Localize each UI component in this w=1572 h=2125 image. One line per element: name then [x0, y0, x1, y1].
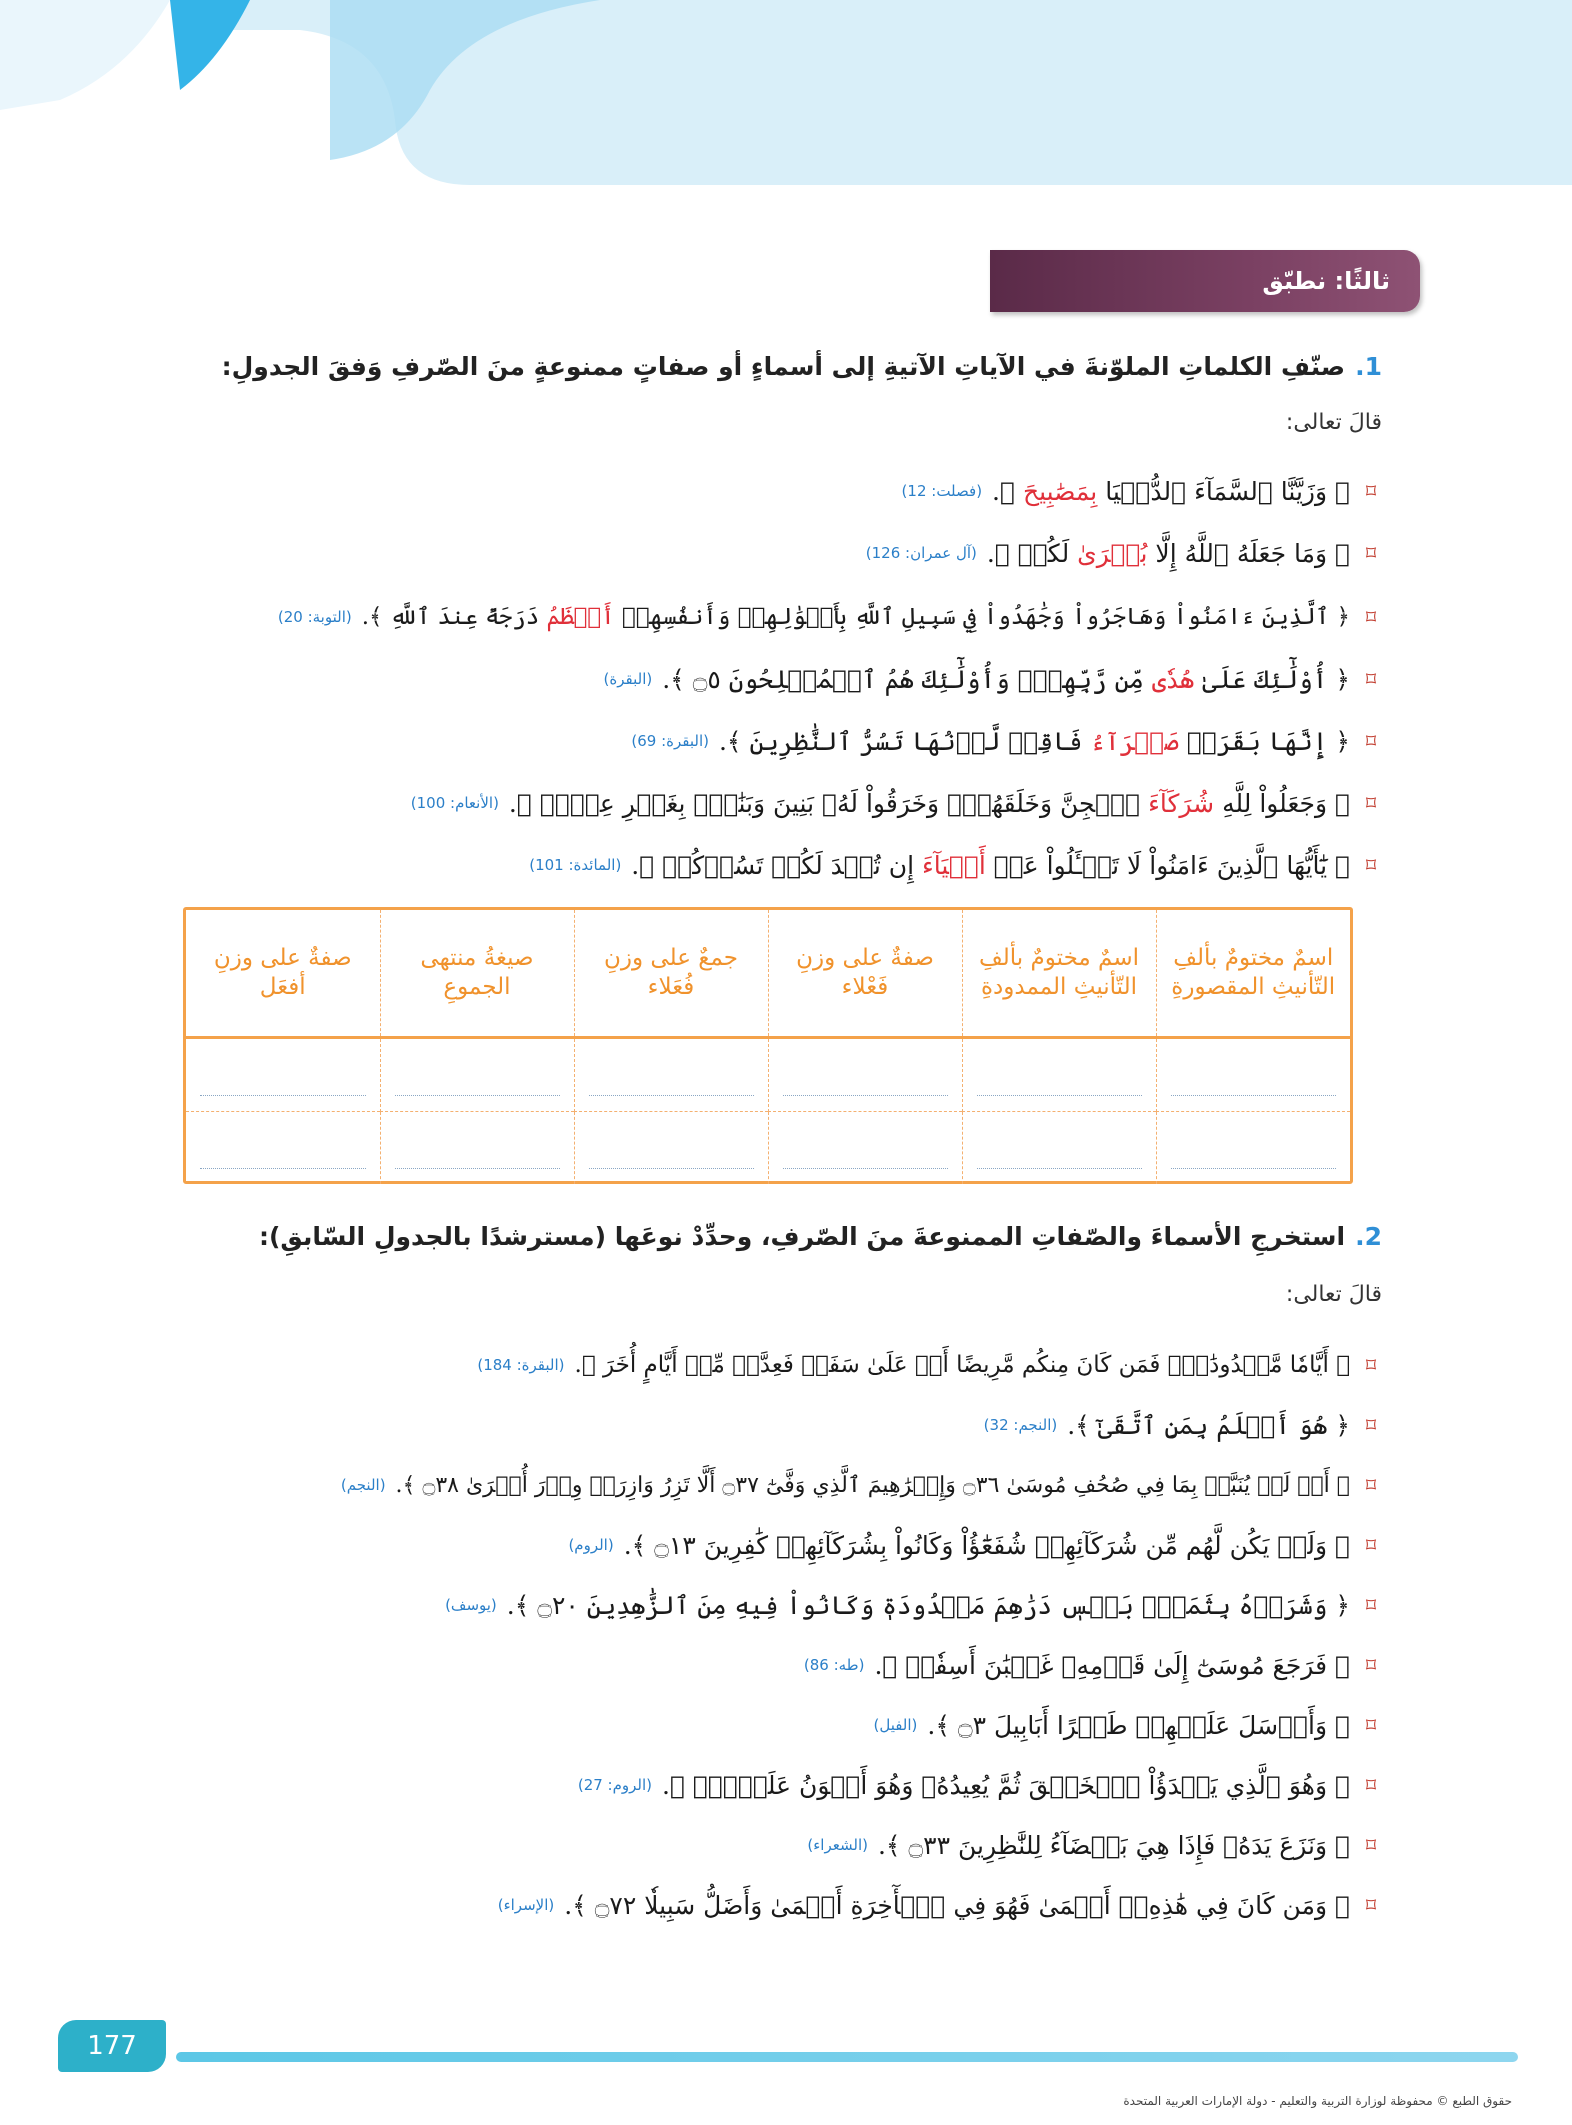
verse-text: ﴿ وَمَن كَانَ فِي هَٰذِهِۦٓ أَعۡمَىٰ فَهُوَ فِي ٱلۡأٓخِرَةِ أَعۡمَىٰ وَأَضَلُّ سَبِيلٗا ۝٧٢ ﴾.: [564, 1890, 1350, 1920]
verse-2-1: [182, 1342, 1382, 1388]
verse-2-5: [182, 1582, 1382, 1628]
highlighted-word: بُشۡرَىٰ: [1077, 538, 1148, 568]
verse-bullet-icon: ⌑: [1365, 479, 1377, 503]
verse-reference: (طه: 86): [803, 1656, 865, 1674]
verse-bullet-icon: ⌑: [1365, 1593, 1377, 1617]
verse-bullet-icon: ⌑: [1365, 1473, 1377, 1497]
verse-text: ﴿ وَلَمۡ يَكُن لَّهُم مِّن شُرَكَآئِهِمۡ شُفَعَٰٓؤُاْ وَكَانُواْ بِشُرَكَآئِهِمۡ كَٰفِرِينَ ۝١٣ ﴾.: [623, 1530, 1350, 1560]
table-header: صيغةُ منتهى الجموعِ: [380, 910, 574, 1038]
verse-reference: (النجم): [340, 1476, 386, 1494]
answer-cell[interactable]: [1156, 1112, 1350, 1185]
verse-reference: (الأنعام: 100): [410, 794, 499, 812]
answer-cell[interactable]: [574, 1112, 768, 1185]
verse-2-10: [182, 1882, 1382, 1928]
verse-text: ﴿ فَرَجَعَ مُوسَىٰٓ إِلَىٰ قَوۡمِهِۦ غَضۡبَٰنَ أَسِفٗاۚ ﴾.: [874, 1650, 1350, 1680]
table-header: جمعٌ على وزنِ فُعَلاء: [574, 910, 768, 1038]
answer-cell[interactable]: [768, 1038, 962, 1112]
verse-reference: (فصلت: 12): [901, 482, 983, 500]
verse-1-1: [182, 468, 1382, 514]
verse-1-4: [182, 656, 1382, 702]
verse-text: ﴿ يَٰٓأَيُّهَا ٱلَّذِينَ ءَامَنُواْ لَا تَسۡـَٔلُواْ عَنۡ أَشۡيَآءَ إِن تُبۡدَ لَكُمۡ تَسُؤۡكُمۡ ﴾.: [631, 850, 1350, 880]
verse-1-3: [182, 594, 1382, 640]
verse-bullet-icon: ⌑: [1365, 791, 1377, 815]
table-row: [186, 1112, 1350, 1185]
verse-bullet-icon: ⌑: [1365, 1773, 1377, 1797]
answer-cell[interactable]: [380, 1038, 574, 1112]
verse-bullet-icon: ⌑: [1365, 1353, 1377, 1377]
question-2-instruction: استخرجِ الأسماءَ والصّفاتِ الممنوعةَ منَ الصّرفِ، وحدِّدْ نوعَها (مسترشدًا بالجدولِ السّابقِ):: [258, 1222, 1346, 1251]
verse-reference: (البقرة): [603, 670, 653, 688]
verse-text: ﴿ وَهُوَ ٱلَّذِي يَبۡدَؤُاْ ٱلۡخَلۡقَ ثُمَّ يُعِيدُهُۥ وَهُوَ أَهۡوَنُ عَلَيۡهِۚ ﴾.: [662, 1770, 1350, 1800]
question-1-number: 1.: [1355, 352, 1382, 381]
answer-cell[interactable]: [186, 1038, 380, 1112]
answer-cell[interactable]: [768, 1112, 962, 1185]
verse-1-2: [182, 530, 1382, 576]
highlighted-word: شُرَكَآءَ: [1148, 788, 1215, 818]
answer-cell[interactable]: [380, 1112, 574, 1185]
verse-2-8: [182, 1762, 1382, 1808]
question-2-intro: قالَ تعالى:: [1285, 1282, 1382, 1307]
verse-reference: (يوسف): [445, 1596, 497, 1614]
verse-reference: (التوبة: 20): [277, 608, 352, 626]
table-header: صفةٌ على وزنِ أفعَل: [186, 910, 380, 1038]
verse-reference: (الروم: 27): [577, 1776, 652, 1794]
verse-text: ﴿ وَنَزَعَ يَدَهُۥ فَإِذَا هِيَ بَيۡضَآءُ لِلنَّٰظِرِينَ ۝٣٣ ﴾.: [877, 1830, 1350, 1860]
question-2: [172, 1222, 1382, 1251]
verse-bullet-icon: ⌑: [1365, 1833, 1377, 1857]
highlighted-word: أَشۡيَآءَ: [921, 850, 986, 880]
verse-reference: (الفيل): [873, 1716, 918, 1734]
question-1-intro: قالَ تعالى:: [1285, 410, 1382, 435]
classification-table: [183, 907, 1353, 1184]
verse-2-7: [182, 1702, 1382, 1748]
verse-text: ﴿ وَجَعَلُواْ لِلَّهِ شُرَكَآءَ ٱلۡجِنَّ وَخَلَقَهُمۡۖ وَخَرَقُواْ لَهُۥ بَنِينَ وَبَنَٰتِۭ بِغَيۡرِ عِلۡمٖ ﴾.: [508, 788, 1350, 818]
verse-bullet-icon: ⌑: [1365, 1413, 1377, 1437]
highlighted-word: هُدٗى: [1151, 664, 1195, 694]
verse-text: ﴿ هُوَ أَعۡلَمُ بِمَنِ ٱتَّقَىٰٓ ﴾.: [1067, 1410, 1350, 1440]
verse-bullet-icon: ⌑: [1365, 1893, 1377, 1917]
verse-reference: (المائدة: 101): [529, 856, 622, 874]
verse-reference: (الشعراء): [807, 1836, 868, 1854]
answer-cell[interactable]: [186, 1112, 380, 1185]
verse-bullet-icon: ⌑: [1365, 729, 1377, 753]
verse-bullet-icon: ⌑: [1365, 605, 1377, 629]
verse-2-3: [182, 1462, 1382, 1508]
verse-bullet-icon: ⌑: [1365, 1533, 1377, 1557]
table-header: صفةٌ على وزنِ فَعْلاء: [768, 910, 962, 1038]
table-header: اسمٌ مختومٌ بألفِ التّأنيثِ الممدودةِ: [962, 910, 1156, 1038]
verse-text: ﴿ وَشَرَوۡهُ بِثَمَنِۭ بَخۡسٖ دَرَٰهِمَ مَعۡدُودَةٖ وَكَانُواْ فِيهِ مِنَ ٱلزَّٰهِدِينَ ۝٢٠ ﴾.: [506, 1590, 1350, 1620]
table-header: اسمٌ مختومٌ بألفِ التّأنيثِ المقصورةِ: [1156, 910, 1350, 1038]
footer-divider: [176, 2052, 1518, 2062]
verse-text: ﴿ وَمَا جَعَلَهُ ٱللَّهُ إِلَّا بُشۡرَىٰ لَكُمۡ ﴾.: [986, 538, 1350, 568]
verse-reference: (البقرة: 184): [477, 1356, 565, 1374]
section-title: ثالثًا: نطبّق: [1262, 267, 1390, 295]
verse-text: ﴿ إِنَّهَا بَقَرَةٞ صَفۡرَآءُ فَاقِعٞ لَّوۡنُهَا تَسُرُّ ٱلنَّٰظِرِينَ ﴾.: [718, 726, 1350, 756]
verse-reference: (الروم): [568, 1536, 614, 1554]
verse-reference: (الإسراء): [497, 1896, 555, 1914]
verse-bullet-icon: ⌑: [1365, 667, 1377, 691]
highlighted-word: صَفۡرَآءُ: [1090, 726, 1179, 756]
highlighted-word: أَعۡظَمُ: [546, 604, 615, 630]
verse-bullet-icon: ⌑: [1365, 1713, 1377, 1737]
verse-2-9: [182, 1822, 1382, 1868]
verse-reference: (النجم: 32): [983, 1416, 1058, 1434]
verse-text: ﴿ وَزَيَّنَّا ٱلسَّمَآءَ ٱلدُّنۡيَا بِمَصَٰبِيحَ ﴾.: [992, 476, 1350, 506]
verse-1-7: [182, 842, 1382, 888]
verse-reference: (البقرة: 69): [631, 732, 709, 750]
copyright-notice: حقوق الطبع © محفوظة لوزارة التربية والتعليم - دولة الإمارات العربية المتحدة: [1123, 2094, 1512, 2108]
verse-bullet-icon: ⌑: [1365, 1653, 1377, 1677]
verse-reference: (آل عمران: 126): [865, 544, 977, 562]
answer-cell[interactable]: [1156, 1038, 1350, 1112]
verse-text: ﴿ أَيَّامٗا مَّعۡدُودَٰتٖۚ فَمَن كَانَ مِنكُم مَّرِيضًا أَوۡ عَلَىٰ سَفَرٖ فَعِدَّةٞ مِّنۡ أَيَّامٍ أُخَرَ ﴾.: [574, 1352, 1350, 1378]
answer-cell[interactable]: [962, 1112, 1156, 1185]
verse-2-2: [182, 1402, 1382, 1448]
section-banner: [990, 250, 1420, 312]
highlighted-word: بِمَصَٰبِيحَ: [1022, 476, 1098, 506]
verse-1-5: [182, 718, 1382, 764]
verse-bullet-icon: ⌑: [1365, 853, 1377, 877]
question-2-number: 2.: [1355, 1222, 1382, 1251]
question-1: [172, 352, 1382, 381]
verse-text: ﴿ أَمۡ لَمۡ يُنَبَّأۡ بِمَا فِي صُحُفِ مُوسَىٰ ۝٣٦ وَإِبۡرَٰهِيمَ ٱلَّذِي وَفَّىٰٓ ۝٣٧ أَلَّا تَزِرُ وَازِرَةٞ وِزۡرَ أُخۡرَىٰ ۝٣٨ ﴾.: [395, 1472, 1350, 1498]
verse-text: ﴿ أُوْلَٰٓئِكَ عَلَىٰ هُدٗى مِّن رَّبِّهِمۡۖ وَأُوْلَٰٓئِكَ هُمُ ٱلۡمُفۡلِحُونَ ۝٥ ﴾.: [662, 664, 1350, 694]
answer-cell[interactable]: [574, 1038, 768, 1112]
verse-2-4: [182, 1522, 1382, 1568]
verse-text: ﴿ ٱلَّذِينَ ءَامَنُواْ وَهَاجَرُواْ وَجَٰهَدُواْ فِي سَبِيلِ ٱللَّهِ بِأَمۡوَٰلِهِمۡ وَأَنفُسِهِمۡ أَعۡظَمُ دَرَجَةً عِندَ ٱللَّهِ ﴾.: [361, 604, 1350, 630]
verse-bullet-icon: ⌑: [1365, 541, 1377, 565]
verse-2-6: [182, 1642, 1382, 1688]
verse-1-6: [182, 780, 1382, 826]
header-decoration: [0, 0, 1572, 215]
page-number: 177: [58, 2020, 166, 2072]
question-1-instruction: صنّفِ الكلماتِ الملوّنةَ في الآياتِ الآتيةِ إلى أسماءٍ أو صفاتٍ ممنوعةٍ منَ الصّرفِ وَفقَ الجدولِ:: [221, 352, 1346, 381]
answer-cell[interactable]: [962, 1038, 1156, 1112]
table-row: [186, 1038, 1350, 1112]
verse-text: ﴿ وَأَرۡسَلَ عَلَيۡهِمۡ طَيۡرًا أَبَابِيلَ ۝٣ ﴾.: [927, 1710, 1350, 1740]
